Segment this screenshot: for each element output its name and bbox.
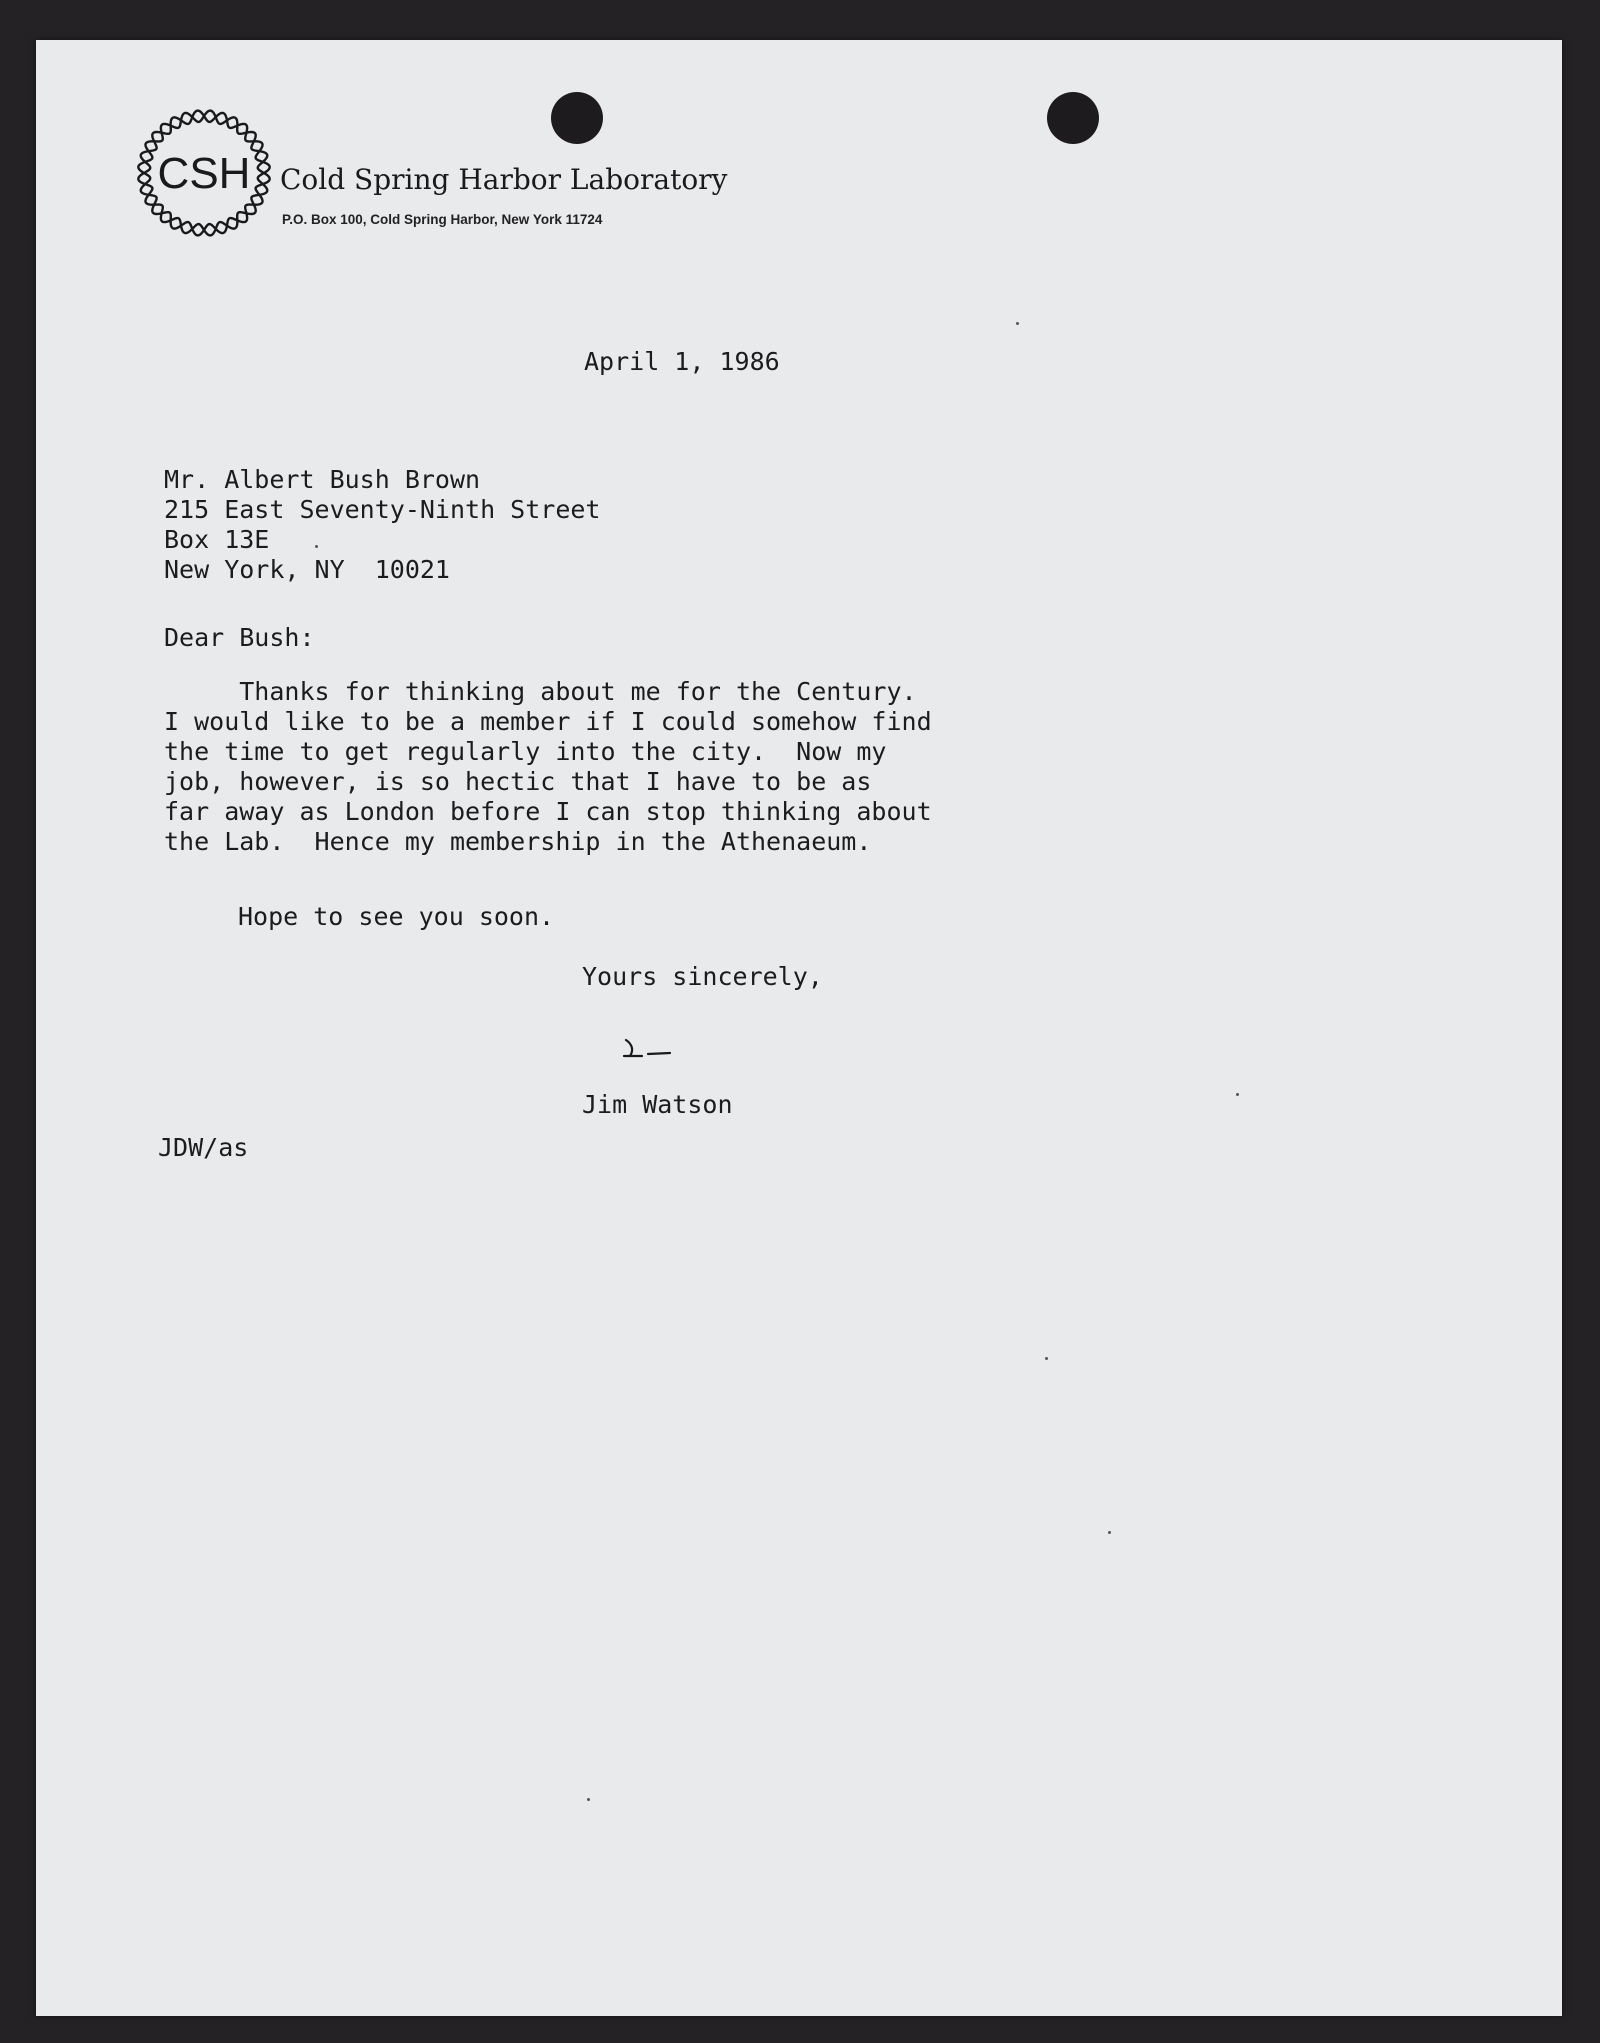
salutation: Dear Bush:	[164, 623, 315, 652]
body-line: far away as London before I can stop thinking about	[164, 797, 932, 826]
paper-speck	[1045, 1357, 1048, 1360]
letter-page	[36, 40, 1562, 2016]
paper-speck	[587, 1798, 590, 1801]
punch-hole-left	[551, 92, 603, 144]
body-line: job, however, is so hectic that I have to be as	[164, 767, 872, 796]
csh-logo	[114, 98, 294, 248]
body-line: the Lab. Hence my membership in the Athenaeum.	[164, 827, 872, 856]
recipient-street: 215 East Seventy-Ninth Street	[164, 495, 601, 524]
body-line: the time to get regularly into the city. Now my	[164, 737, 887, 766]
reference-initials: JDW/as	[158, 1133, 249, 1162]
recipient-name: Mr. Albert Bush Brown	[164, 465, 481, 494]
lab-address: P.O. Box 100, Cold Spring Harbor, New York 11724	[282, 212, 603, 227]
punch-hole-right	[1047, 92, 1099, 144]
recipient-city: New York, NY 10021	[164, 555, 450, 584]
paper-speck	[1236, 1093, 1239, 1096]
paper-speck	[1108, 1531, 1111, 1534]
recipient-box: Box 13E	[164, 525, 270, 554]
recipient-address	[164, 465, 601, 585]
body-line: Thanks for thinking about me for the Century.	[164, 677, 917, 706]
signer-name: Jim Watson	[582, 1090, 733, 1119]
paper-speck	[1016, 322, 1019, 325]
closing-paragraph: Hope to see you soon.	[238, 902, 555, 931]
lab-name: Cold Spring Harbor Laboratory	[280, 163, 728, 196]
logo-text: CSH	[157, 149, 251, 198]
letter-date: April 1, 1986	[584, 347, 780, 376]
valediction: Yours sincerely,	[582, 962, 823, 991]
paper-speck	[315, 545, 318, 548]
letter-body	[164, 677, 932, 857]
signature-mark	[620, 1036, 674, 1062]
body-line: I would like to be a member if I could somehow find	[164, 707, 932, 736]
